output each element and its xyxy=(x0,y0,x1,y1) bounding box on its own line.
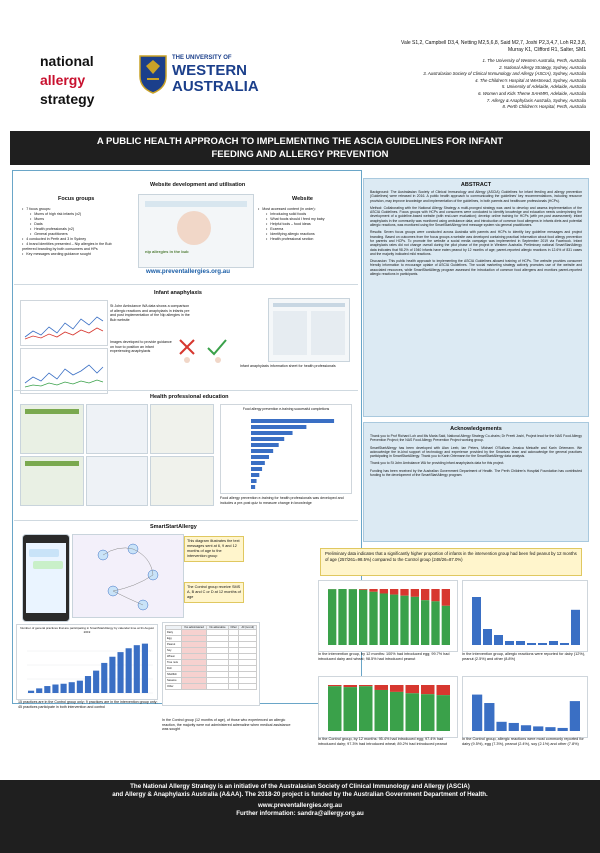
training-screenshot-3 xyxy=(86,404,148,454)
bar xyxy=(509,723,519,731)
bar-chart-svg xyxy=(463,677,587,737)
hp-training-chart xyxy=(220,404,352,494)
bar-segment xyxy=(349,589,357,645)
bar xyxy=(533,726,543,731)
list-item: • Health professionals (x2) xyxy=(22,227,122,232)
bar-segment xyxy=(421,694,435,731)
anaphylaxis-chart-1 xyxy=(20,300,108,346)
footer-contact: Further information: sandra@allergy.org.au xyxy=(236,810,364,817)
bar-segment xyxy=(411,589,419,597)
bar xyxy=(251,455,269,459)
bar xyxy=(496,722,506,731)
bar-segment xyxy=(431,601,439,645)
bar xyxy=(472,695,482,731)
bar-segment xyxy=(328,589,336,645)
ack-paragraph: Thank you to St John Ambulance WA for providing infant anaphylaxis data for this project. xyxy=(370,461,505,466)
bar xyxy=(571,610,580,645)
intervention-reactions-chart xyxy=(462,580,588,652)
list-item: • 7 focus groups: xyxy=(22,207,122,212)
bar xyxy=(560,643,569,645)
reaction-table xyxy=(162,622,260,706)
affiliation: 8. Perth Children's Hospital, Perth, Australia xyxy=(502,104,586,110)
logo-line-allergy: allergy xyxy=(40,72,86,88)
ssa-control-text: The Control group receive SMS A, B and C or D at 12 months of age xyxy=(184,582,244,603)
bar-segment xyxy=(442,606,450,645)
affiliation: 7. Allergy & Anaphylaxis Australia, Sydney, Australia xyxy=(486,97,586,103)
table-header: All (no-ind) xyxy=(239,626,257,630)
poster-title-bar xyxy=(10,131,590,165)
stacked-bar-chart-svg xyxy=(319,677,457,737)
bar xyxy=(142,644,148,693)
bar-segment xyxy=(328,685,342,686)
bar xyxy=(472,597,481,645)
bar-segment xyxy=(431,589,439,601)
flow-diagram-svg xyxy=(73,535,183,617)
table-cell: Fish xyxy=(166,666,182,672)
ssa-section-title: SmartStartAllergy xyxy=(150,524,197,530)
bar xyxy=(251,443,279,447)
training-screenshot-6 xyxy=(150,456,214,506)
ack-paragraph: Thank you to Prof Richard Loh and Ms Maria Said, National Allergy Strategy Co-chairs; Dr Preeti Joshi, Project lead for the NAS Food Allergy Prevention Project; the NAS Food Allergy Prevention Project working group. xyxy=(370,434,582,443)
anaphylaxis-section-title: Infant anaphylaxis xyxy=(154,290,202,296)
bar xyxy=(52,685,58,693)
bar-segment xyxy=(406,693,420,731)
bar xyxy=(69,682,75,693)
bar-segment xyxy=(359,590,367,645)
uwa-line3: AUSTRALIA xyxy=(172,78,259,95)
anaphylaxis-text-2: Images developed to provide guidance on how to position an infant experiencing anaphylaxis xyxy=(110,340,172,354)
bar-segment xyxy=(437,695,451,731)
bar xyxy=(494,635,503,645)
footer-line-2: and Allergy & Anaphylaxis Australia (A&AA). The 2018-20 project is funded by the Australian Government Department of Health. xyxy=(112,791,488,798)
hp-chart-title: Food allergy prevention e-training successful completions xyxy=(242,407,330,411)
bar xyxy=(516,641,525,645)
bar-segment xyxy=(406,685,420,693)
bar xyxy=(126,648,132,693)
bar xyxy=(36,688,42,693)
table-cell: Shellfish xyxy=(166,672,182,678)
horizontal-bar-chart-svg xyxy=(221,415,351,495)
practices-caption: 15 practices are in the Control group only; 9 practices are in the intervention group only; 45 practices participate in both intervention and control xyxy=(18,700,158,709)
abstract-title: ABSTRACT xyxy=(460,182,492,188)
bar-segment xyxy=(359,686,373,731)
bar-segment xyxy=(344,687,358,731)
table-cell: Soy xyxy=(166,648,182,654)
focus-groups-list xyxy=(22,207,122,257)
abstract-paragraph: Method: Collaborating with the National Allergy Strategy a multi-pronged strategy was used to develop and assess implementation of the ASCIA Guidelines. Focus groups with HCPs and consumers were conducted to identify knowledge and education needs underpinning the development of a guideline-based website (with end-user evaluation); develop online training for HCPs (with pre-post assessment); infant anaphylaxis in the community was monitored using ambulance data; and introduction of common food allergens in infants diets and potential allergic reactions, was monitored using the SmartStartAllergy text message system via general practitioners. xyxy=(370,205,582,228)
bar-chart-svg xyxy=(463,581,587,651)
bar xyxy=(545,727,555,731)
line-chart-svg xyxy=(21,349,107,393)
bar-segment xyxy=(344,685,358,687)
list-item: • 4 conducted in Perth and 3 in Sydney xyxy=(22,237,122,242)
hp-section-title: Health professional education xyxy=(150,394,229,400)
affiliation: 5. University of Adelaide, Adelaide, Australia xyxy=(501,84,586,90)
national-allergy-strategy-logo xyxy=(40,52,94,109)
reaction-data-table xyxy=(165,625,257,690)
affiliations xyxy=(340,58,586,111)
acknowledgements-title: Acknowledgements xyxy=(450,426,502,432)
anaphylaxis-caption: Infant anaphylaxis information sheet for health professionals xyxy=(240,364,336,368)
logo-line-national: national xyxy=(40,53,94,69)
training-screenshot-2 xyxy=(20,456,84,506)
bar xyxy=(85,676,91,693)
bar xyxy=(28,691,34,693)
abstract-body xyxy=(364,188,588,281)
table-cell: Peanut xyxy=(166,642,182,648)
list-item: • Eczema xyxy=(258,227,358,232)
table-cell: Other xyxy=(166,684,182,690)
bar-segment xyxy=(421,600,429,645)
list-item: • What foods should I feed my baby xyxy=(258,217,358,222)
chart3-caption: In the Control group, by 12 months: 95.4% had introduced egg; 97.4% had introduced dairy; 97.3% had introduced wheat; 89.2% had introduced peanut xyxy=(318,737,447,746)
hp-caption: Food allergy prevention e-training for health professionals was developed and includes a pre-post quiz to measure change in knowledge xyxy=(220,496,344,505)
bar xyxy=(483,629,492,645)
chart4-caption: In the Control group, allergic reactions were most commonly reported for dairy (9.5%), egg (7.3%), peanut (2.4%), soy (2.1%) and other (7.8%) xyxy=(462,737,584,746)
bar xyxy=(251,449,273,453)
table-header: Yes administered xyxy=(181,626,207,630)
bar-segment xyxy=(390,595,398,645)
footer-url-link[interactable]: www.preventallergies.org.au xyxy=(257,802,342,809)
training-screenshot-5 xyxy=(150,404,214,454)
table-cell xyxy=(181,684,207,690)
abstract-paragraph: Discussion: This public health approach to implementing the ASCIA Guidelines allowed training of HCPs. The website provides consumer friendly information to encourage uptake of ASCIA Guidelines. The social marketing strategy actively promotes use of the website and associated resources, while SmartStartAllergy program assessed the introduction of common food allergens and monitors parent-reported allergic reactions in participants. xyxy=(370,259,582,277)
anaphylaxis-text-1: St John Ambulance WA data shows a comparison of allergic reactions and anaphylaxis in infants pre and post implementation of the Nip allergies in the Bub website xyxy=(110,304,190,322)
abstract-paragraph: Background: The Australasian Society of Clinical Immunology and Allergy (ASCIA) Guidelines for infant feeding and allergy prevention (Guidelines) were released in 2016. A public health approach to communicating the guidelines' key recommendations, including resource provision, may improve knowledge and implementation of the guidelines, in both parents and healthcare professionals (HCPs). xyxy=(370,190,582,203)
affiliation: 6. Women and Kids Theme SAHMRI, Adelaide, Australia xyxy=(478,90,586,96)
bar-segment xyxy=(338,589,346,645)
website-section-title: Website development and utilisation xyxy=(150,182,246,188)
bar xyxy=(251,467,262,471)
bar xyxy=(251,479,257,483)
bar xyxy=(251,473,259,477)
authors-line-1: Vale S1,2, Campbell D3,4, Netting M2,5,6,8, Said M2,7, Joshi P2,3,4,7, Loh R2,3,8, xyxy=(400,40,586,46)
list-item: • Health professional section xyxy=(258,237,358,242)
bar-segment xyxy=(390,589,398,595)
table-cell: Dairy xyxy=(166,630,182,636)
abstract-paragraph: Results: Seven focus groups were conducted across Australia with parents and HCPs to identify key guideline messages and project branding. Based on outcomes from the focus groups a website was developed containing practical information about food allergy prevention for parents and HCPs. To promote the website a social media campaign was implemented in September 2019 via Facebook. Infant anaphylaxis rates did not change overall during the pilot phase of the project in Western Australia. Preliminary national SmartStartAllergy data indicates that 98.2% of 1940 infants have eaten peanut by 12 months of age; parent-reported allergic reactions in 12.6% of 831 cases and the majority indicated mild reactions. xyxy=(370,230,582,256)
bar xyxy=(44,686,50,693)
list-item: • Key messages wording guidance sought xyxy=(22,252,122,257)
bar xyxy=(527,643,536,645)
control-reactions-chart xyxy=(462,676,588,738)
bar-chart-svg xyxy=(17,635,157,699)
anaphylaxis-chart-2 xyxy=(20,348,108,394)
sms-flow-diagram xyxy=(72,534,184,618)
uwa-crest-icon xyxy=(138,54,168,94)
bar xyxy=(93,671,99,693)
uwa-line2: WESTERN xyxy=(172,62,247,79)
bar xyxy=(251,425,306,429)
list-item: • Most accessed content (in order): xyxy=(258,207,358,212)
list-item: • Identifying allergic reactions xyxy=(258,232,358,237)
bar xyxy=(538,643,547,645)
poster-title: A PUBLIC HEALTH APPROACH TO IMPLEMENTING THE ASCIA GUIDELINES FOR INFANT FEEDING AND ALLERGY PREVENTION xyxy=(96,136,504,160)
bar xyxy=(549,641,558,645)
training-screenshot-1 xyxy=(20,404,84,454)
table-cell: Sesame xyxy=(166,678,182,684)
bar-segment xyxy=(390,685,404,692)
bar-segment xyxy=(437,685,451,695)
website-url-link[interactable]: www.preventallergies.org.au xyxy=(146,268,231,275)
ack-paragraph: Funding has been received by the Australian Government Department of Health. The Perth Children's Hospital Foundation has contributed funding to the development of the SmartStartAllergy program. xyxy=(370,468,582,478)
bar xyxy=(484,703,494,731)
ssa-preliminary-note: Preliminary data indicates that a significantly higher proportion of infants in the intervention group had been fed peanut by 12 months of age (257/261=98.5%) compared to the Control group (248/26=87.0%) xyxy=(320,548,582,576)
practices-chart-title: Number of general practices that are participating in SmartStartAllergy by calendar time at 31 August 2019 xyxy=(20,626,154,634)
ack-paragraph: SmartStartAllergy has been developed with Alan Leeb, Ian Peters, Michael O'Sullivan Jessica Metcalfe and Karin Ortemann. We acknowledge the in-kind support of technology and experience provided by the Smartvax team and acknowledge the general practices participating in SmartStartAllergy. Thank you to Karin Ortemann for the SmartStartAllergy data analysis. xyxy=(370,445,582,459)
bar-segment xyxy=(359,685,373,686)
affiliation: 1. The University of Western Australia, Perth, Australia xyxy=(482,58,586,63)
anaphylaxis-info-sheet-image xyxy=(268,298,350,362)
bar-segment xyxy=(421,685,435,694)
table-cell xyxy=(207,684,229,690)
bar xyxy=(251,461,265,465)
list-item: • Dads xyxy=(22,222,122,227)
website-list xyxy=(258,207,358,242)
bar xyxy=(521,725,531,731)
phone-sms-image xyxy=(22,534,70,622)
list-item: • 4 brand identities presented – Nip allergies in the Bub preferred branding by both consumers and HPs xyxy=(22,242,122,252)
training-screenshot-4 xyxy=(86,456,148,506)
focus-groups-title: Focus groups xyxy=(58,196,95,202)
stacked-bar-chart-svg xyxy=(319,581,457,651)
bar-segment xyxy=(421,589,429,600)
chart1-caption: In the intervention group, by 12 months: 100% had introduced egg; 99.7% had introduced dairy and wheat; 98.5% had introduced peanut xyxy=(318,652,450,661)
table-cell xyxy=(239,684,257,690)
chart2-caption: In the intervention group, allergic reactions were reported for dairy (12%), peanut (2.5%) and other (8.8%) xyxy=(462,652,586,661)
bar-segment xyxy=(359,589,367,590)
website-title: Website xyxy=(292,196,313,202)
bar xyxy=(101,663,107,693)
affiliation: 4. The Children's Hospital at Westmead, Sydney, Australia xyxy=(475,77,586,83)
website-brand: nip allergies in the bub xyxy=(145,249,189,254)
list-item: • Mums xyxy=(22,217,122,222)
footer-bar xyxy=(0,780,600,853)
bar-segment xyxy=(369,589,377,592)
practices-chart xyxy=(16,624,158,700)
list-item: • Helpful tools – food ideas xyxy=(258,222,358,227)
bar-segment xyxy=(380,593,388,645)
bar-segment xyxy=(400,589,408,596)
bar xyxy=(61,684,67,693)
bar xyxy=(251,437,284,441)
bar xyxy=(117,652,123,693)
divider xyxy=(14,390,358,391)
abstract-box xyxy=(363,178,589,417)
bar xyxy=(558,728,568,731)
list-item: • Introducing solid foods xyxy=(258,212,358,217)
uwa-logo xyxy=(138,52,268,100)
bar-segment xyxy=(442,589,450,606)
divider xyxy=(14,284,358,285)
footer-line-1: The National Allergy Strategy is an initiative of the Australasian Society of Clinical Immunology and Allergy (ASCIA) xyxy=(130,783,470,790)
list-item: • General practitioners xyxy=(22,232,122,237)
bar xyxy=(505,641,514,645)
table-cell xyxy=(228,684,239,690)
infant-position-images xyxy=(174,334,230,364)
bar-segment xyxy=(390,692,404,731)
table-cell: Wheat xyxy=(166,654,182,660)
bar xyxy=(109,657,115,693)
bar xyxy=(251,431,293,435)
bar-segment xyxy=(380,589,388,593)
bar-segment xyxy=(411,597,419,645)
affiliation: 3. Australasian Society of Clinical Immunology and Allergy (ASCIA), Sydney, Australia xyxy=(423,71,586,77)
table-cell: Tree nuts xyxy=(166,660,182,666)
author-list xyxy=(360,40,586,54)
bar-segment xyxy=(375,690,389,731)
table-header: Other xyxy=(228,626,239,630)
bar xyxy=(134,645,140,693)
authors-line-2: Murray K1, Clifford R1, Salter, SM1 xyxy=(508,47,586,53)
bar-segment xyxy=(369,592,377,645)
baby-photo-icon xyxy=(177,211,211,245)
affiliation: 2. National Allergy Strategy, Sydney, Australia xyxy=(499,64,586,70)
acknowledgements-box xyxy=(363,422,589,542)
bar xyxy=(570,701,580,731)
table-cell: Egg xyxy=(166,636,182,642)
bar xyxy=(251,419,334,423)
acknowledgements-body xyxy=(364,432,588,482)
list-item: • Mums of high risk infants (x2) xyxy=(22,212,122,217)
bar-segment xyxy=(400,596,408,645)
control-reaction-caption: In the Control group (12 months of age), of those who experienced an allergic reaction, the majority were not administered adrenaline when medical assistance was sought xyxy=(162,718,291,732)
table-row xyxy=(166,684,257,690)
line-chart-svg xyxy=(21,301,107,345)
bar xyxy=(77,681,83,693)
intervention-introduction-chart xyxy=(318,580,458,652)
logo-line-strategy: strategy xyxy=(40,91,95,107)
uwa-line1: THE UNIVERSITY OF xyxy=(172,55,232,61)
bar xyxy=(251,485,255,489)
control-introduction-chart xyxy=(318,676,458,738)
bar-segment xyxy=(328,686,342,731)
ssa-diagram-text: This diagram illustrates the text messages sent at 6, 9 and 12 months of age to the intervention group xyxy=(184,536,244,562)
website-screenshot-image xyxy=(138,194,254,268)
table-header: No adrenaline xyxy=(207,626,229,630)
divider xyxy=(14,520,358,521)
bar-segment xyxy=(375,685,389,690)
infant-positioning-icon xyxy=(174,334,230,364)
